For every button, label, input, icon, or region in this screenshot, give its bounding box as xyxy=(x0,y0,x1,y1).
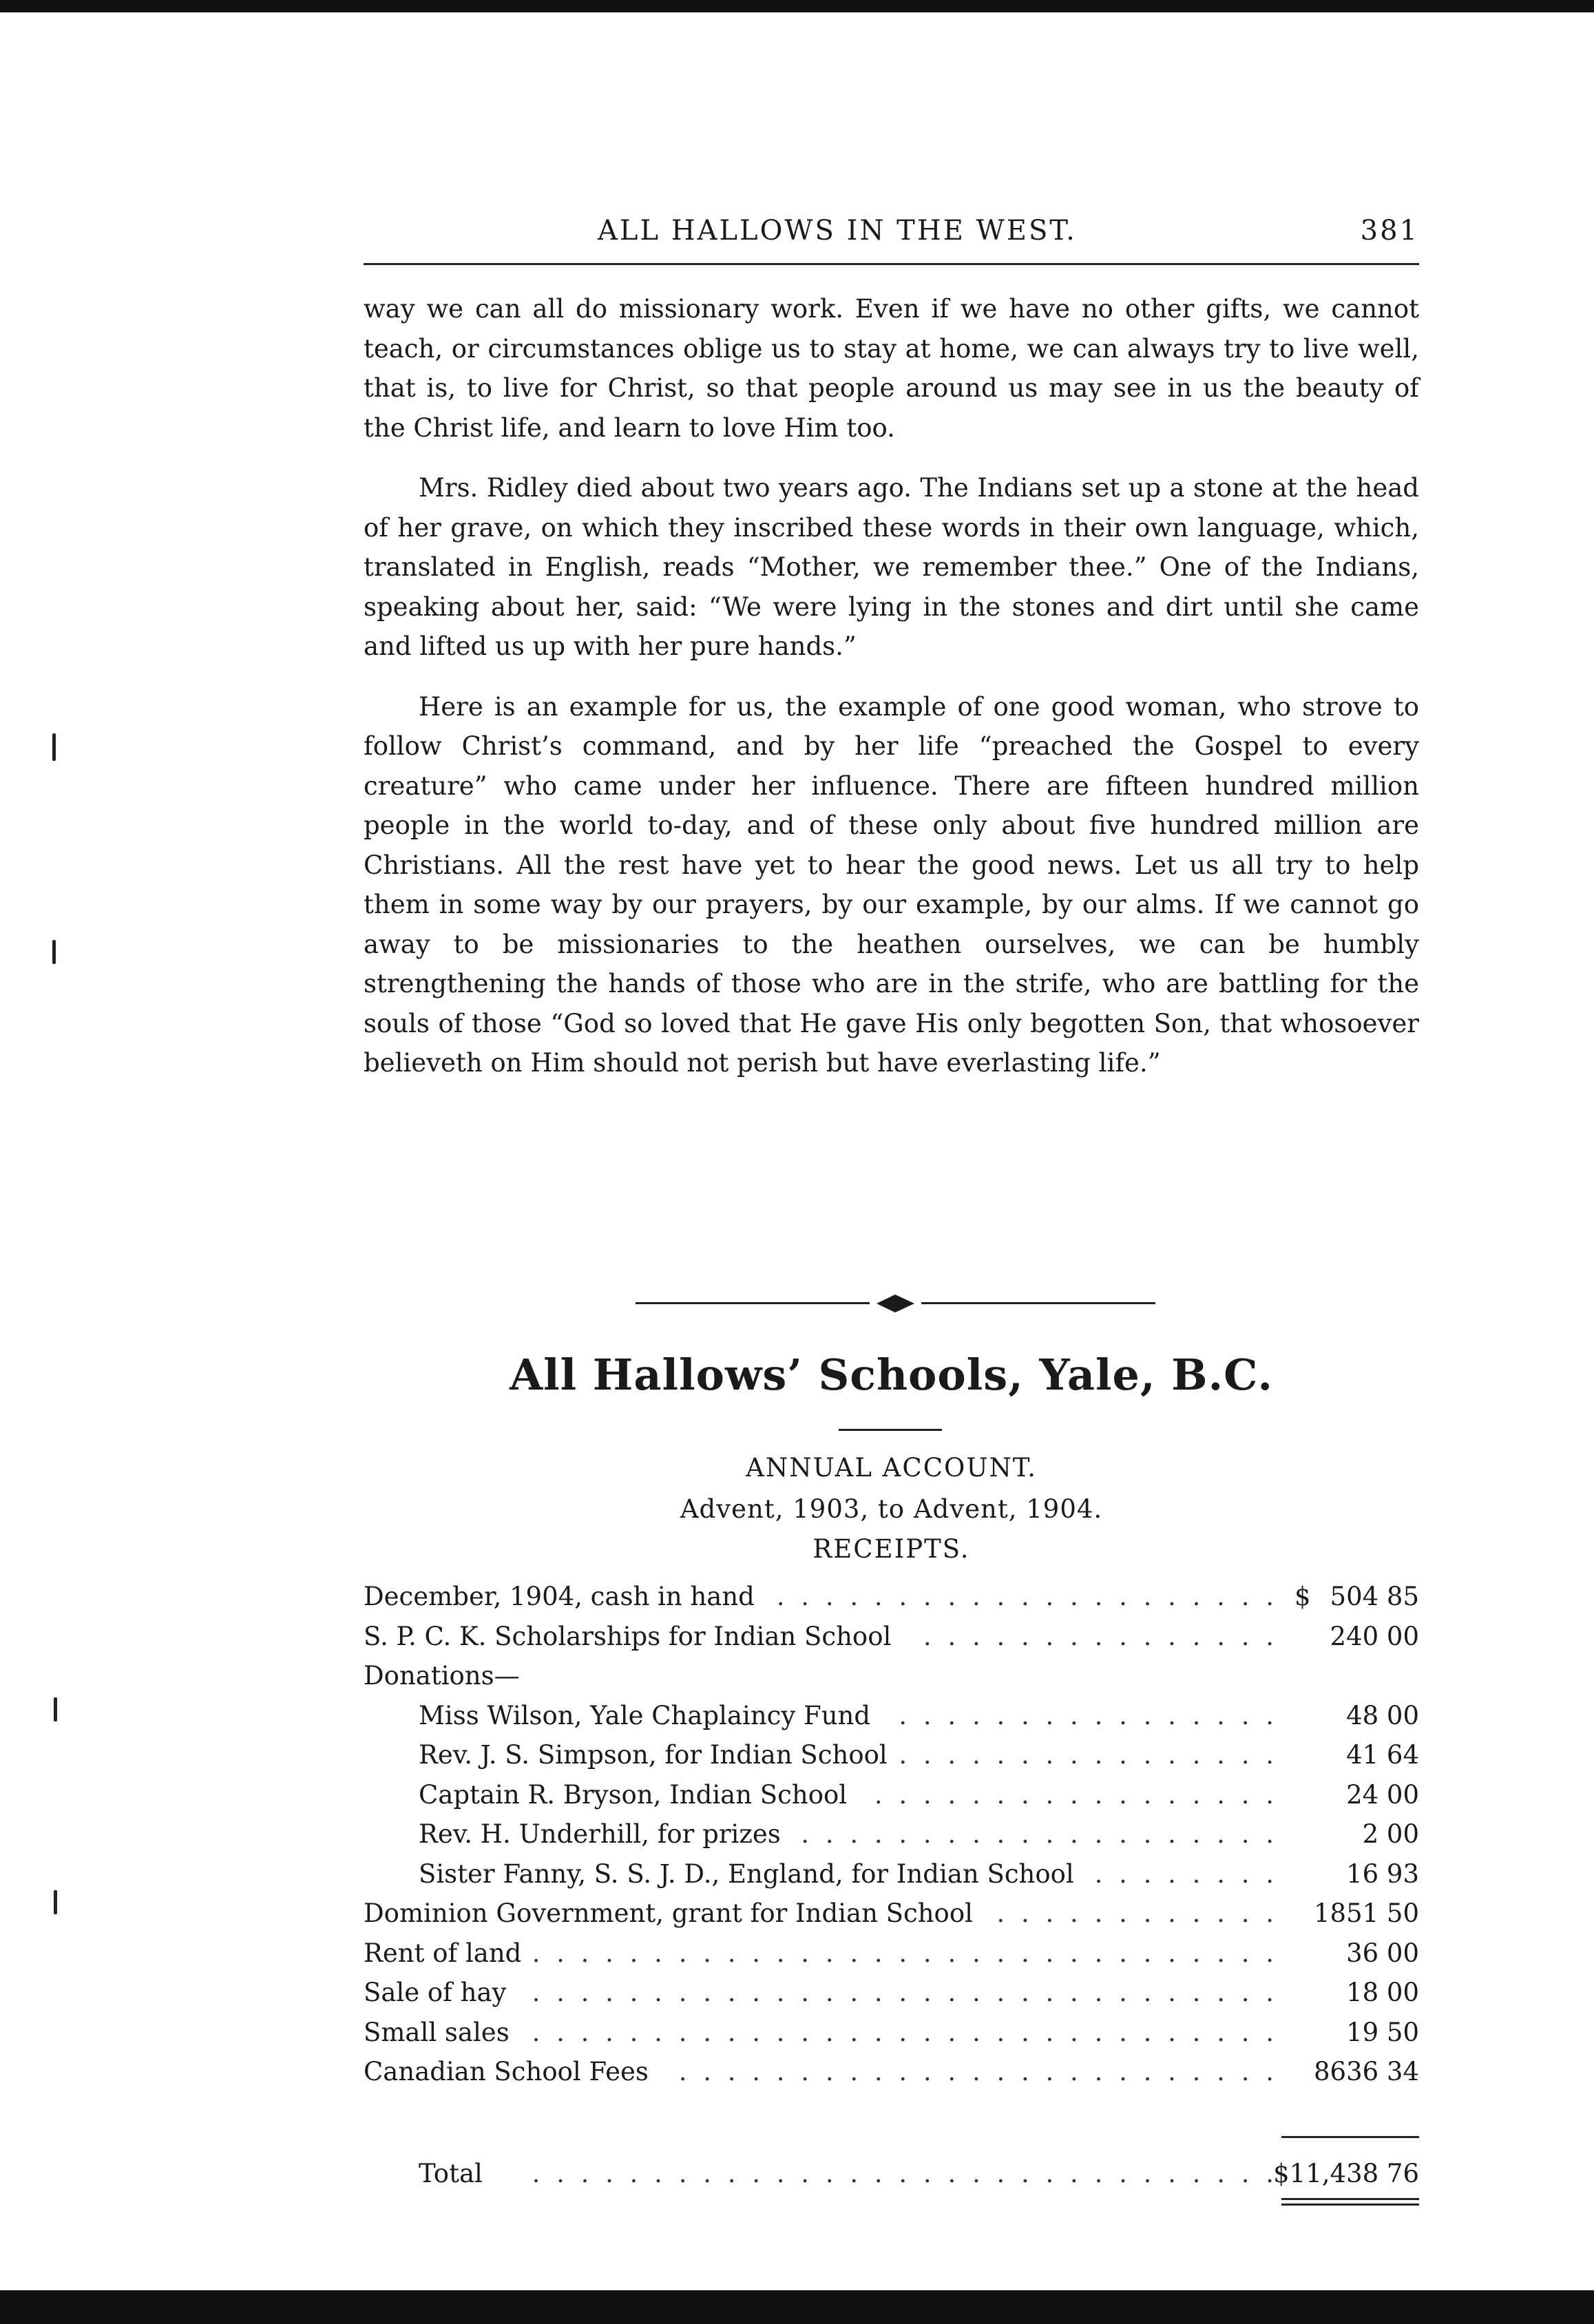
margin-mark xyxy=(52,940,56,964)
account-heading: ANNUAL ACCOUNT. xyxy=(746,1453,1037,1483)
ledger-description: Sister Fanny, S. S. J. D., England, for Indian School xyxy=(419,1859,1074,1889)
title-rule xyxy=(839,1429,942,1431)
dot-leader: . . . . . . . . . . . . . . . . . . . . . . . . . xyxy=(678,2057,1278,2086)
dot-leader: . . . . . . . . . . . . . . . . . . . . . . . . . . . . . . . xyxy=(532,1938,1278,1968)
dot-leader: . . . . . . . . . . . . . . . . xyxy=(899,1740,1278,1770)
diamond-icon xyxy=(877,1293,914,1314)
header-rule xyxy=(364,263,1419,265)
ledger-row xyxy=(364,2013,1419,2053)
ledger-row xyxy=(364,1617,1419,1657)
ledger-row xyxy=(364,1934,1419,1974)
total-rule-top xyxy=(1281,2136,1419,2138)
total-row xyxy=(364,2154,1419,2194)
ledger-amount: 36 00 xyxy=(1346,1938,1419,1968)
ledger-row xyxy=(364,1775,1419,1815)
dot-leader: . . . . . . . . . . . . xyxy=(996,1898,1278,1928)
ledger-amount: 24 00 xyxy=(1346,1779,1419,1810)
dot-leader: . . . . . . . . xyxy=(1094,1859,1278,1889)
running-head xyxy=(364,215,1419,249)
ledger-description: December, 1904, cash in hand xyxy=(364,1582,755,1611)
receipts-heading: RECEIPTS. xyxy=(812,1534,970,1564)
ledger-row xyxy=(364,1577,1419,1617)
ledger-description: Canadian School Fees xyxy=(364,2057,649,2086)
dot-leader: . . . . . . . . . . . . . . . . xyxy=(899,1700,1278,1730)
ledger-description: Sale of hay xyxy=(364,1978,507,2007)
ledger-amount: 16 93 xyxy=(1346,1859,1419,1889)
dot-leader: . . . . . . . . . . . . . . . . . . . . . . . . . . . . . . . xyxy=(532,2017,1278,2047)
margin-mark xyxy=(52,733,56,761)
ledger-row xyxy=(364,1656,1419,1696)
ledger-description: Miss Wilson, Yale Chaplaincy Fund xyxy=(419,1700,871,1730)
ledger-amount: 18 00 xyxy=(1346,1978,1419,2007)
body-text xyxy=(364,289,1419,1083)
top-border-bar xyxy=(0,0,1594,12)
ledger-description: Captain R. Bryson, Indian School xyxy=(419,1779,848,1810)
ledger-row xyxy=(364,1894,1419,1934)
ledger-amount: 240 00 xyxy=(1330,1621,1419,1651)
margin-mark xyxy=(54,1697,57,1721)
paragraph-1: way we can all do missionary work. Even if we have no other gifts, we cannot teach, or circumstances oblige us to stay at home, we can always try to live well, that is, to live for Christ, so that people around us may see in us the beauty of the Christ life, and learn to love Him too. xyxy=(364,294,1419,443)
total-label: Total xyxy=(419,2159,483,2188)
paragraph-2: Mrs. Ridley died about two years ago. The Indians set up a stone at the head of her grave, on which they inscribed these words in their own language, which, translated in English, reads “Mother, we remember thee.” One of the Indians, speaking about her, said: “We were lying in the stones and dirt until she came and lifted us up with her pure hands.” xyxy=(364,473,1419,661)
dot-leader: . . . . . . . . . . . . . . . . . . . . . . . . . . . . . . . xyxy=(532,2159,1278,2188)
ledger-row xyxy=(364,2052,1419,2092)
section-divider-ornament xyxy=(636,1293,1155,1314)
ornament-line-right xyxy=(921,1302,1155,1304)
ornament-line-left xyxy=(636,1302,870,1304)
ledger-description: Rev. H. Underhill, for prizes xyxy=(419,1819,781,1849)
ledger-amount: 8636 34 xyxy=(1313,2057,1419,2086)
ledger-row xyxy=(364,1735,1419,1775)
ledger-amount: 48 00 xyxy=(1346,1700,1419,1730)
ledger-row xyxy=(364,1973,1419,2013)
ledger-description: Rev. J. S. Simpson, for Indian School xyxy=(419,1740,888,1770)
ledger-row xyxy=(364,1814,1419,1854)
dot-leader: . . . . . . . . . . . . . . . . . . . . . . . . . . . . . . . xyxy=(532,1978,1278,2007)
margin-mark xyxy=(54,1890,57,1914)
ledger-row xyxy=(364,1696,1419,1736)
total-amount: $11,438 76 xyxy=(1273,2159,1419,2188)
ledger-amount: 2 00 xyxy=(1362,1819,1419,1849)
total-double-rule-1 xyxy=(1281,2198,1419,2200)
receipts-ledger xyxy=(364,1577,1419,2092)
ledger-dollar-sign: $ xyxy=(1294,1582,1311,1611)
ledger-description: Small sales xyxy=(364,2017,510,2047)
ledger-description: Rent of land xyxy=(364,1938,522,1968)
ledger-amount: 41 64 xyxy=(1346,1740,1419,1770)
ledger-amount: 19 50 xyxy=(1346,2017,1419,2047)
ledger-amount: 504 85 xyxy=(1330,1582,1419,1611)
dot-leader: . . . . . . . . . . . . . . . xyxy=(923,1621,1278,1651)
total-double-rule-2 xyxy=(1281,2203,1419,2206)
section-title: All Hallows’ Schools, Yale, B.C. xyxy=(509,1350,1273,1400)
ledger-description: Donations— xyxy=(364,1661,520,1690)
paragraph-3: Here is an example for us, the example of one good woman, who strove to follow Christ’s command, and by her life “preached the Gospel to every creature” who came under her influence. There are fifteen hundred million people in the world to-day, and of these only about five hundred million are Christians. All the rest have yet to hear the good news. Let us all try to help them in some way by our prayers, by our example, by our alms. If we cannot go away to be missionaries to the heathen ourselves, we can be humbly strengthening the hands of those who are in the strife, who are battling for the souls of those “God so loved that He gave His only begotten Son, that whosoever believeth on Him should not perish but have everlasting life.” xyxy=(364,691,1419,1078)
ledger-row xyxy=(364,1854,1419,1894)
dot-leader: . . . . . . . . . . . . . . . . . xyxy=(874,1779,1278,1810)
account-period: Advent, 1903, to Advent, 1904. xyxy=(680,1494,1103,1524)
ledger-description: Dominion Government, grant for Indian School xyxy=(364,1898,973,1928)
page-number: 381 xyxy=(1360,215,1419,247)
bottom-border-bar xyxy=(0,2290,1594,2324)
ledger-description: S. P. C. K. Scholarships for Indian School xyxy=(364,1621,892,1651)
dot-leader: . . . . . . . . . . . . . . . . . . . . . xyxy=(776,1582,1278,1611)
running-head-title: ALL HALLOWS IN THE WEST. xyxy=(598,215,1077,247)
ledger-amount: 1851 50 xyxy=(1313,1898,1419,1928)
dot-leader: . . . . . . . . . . . . . . . . . . . . xyxy=(801,1819,1278,1849)
